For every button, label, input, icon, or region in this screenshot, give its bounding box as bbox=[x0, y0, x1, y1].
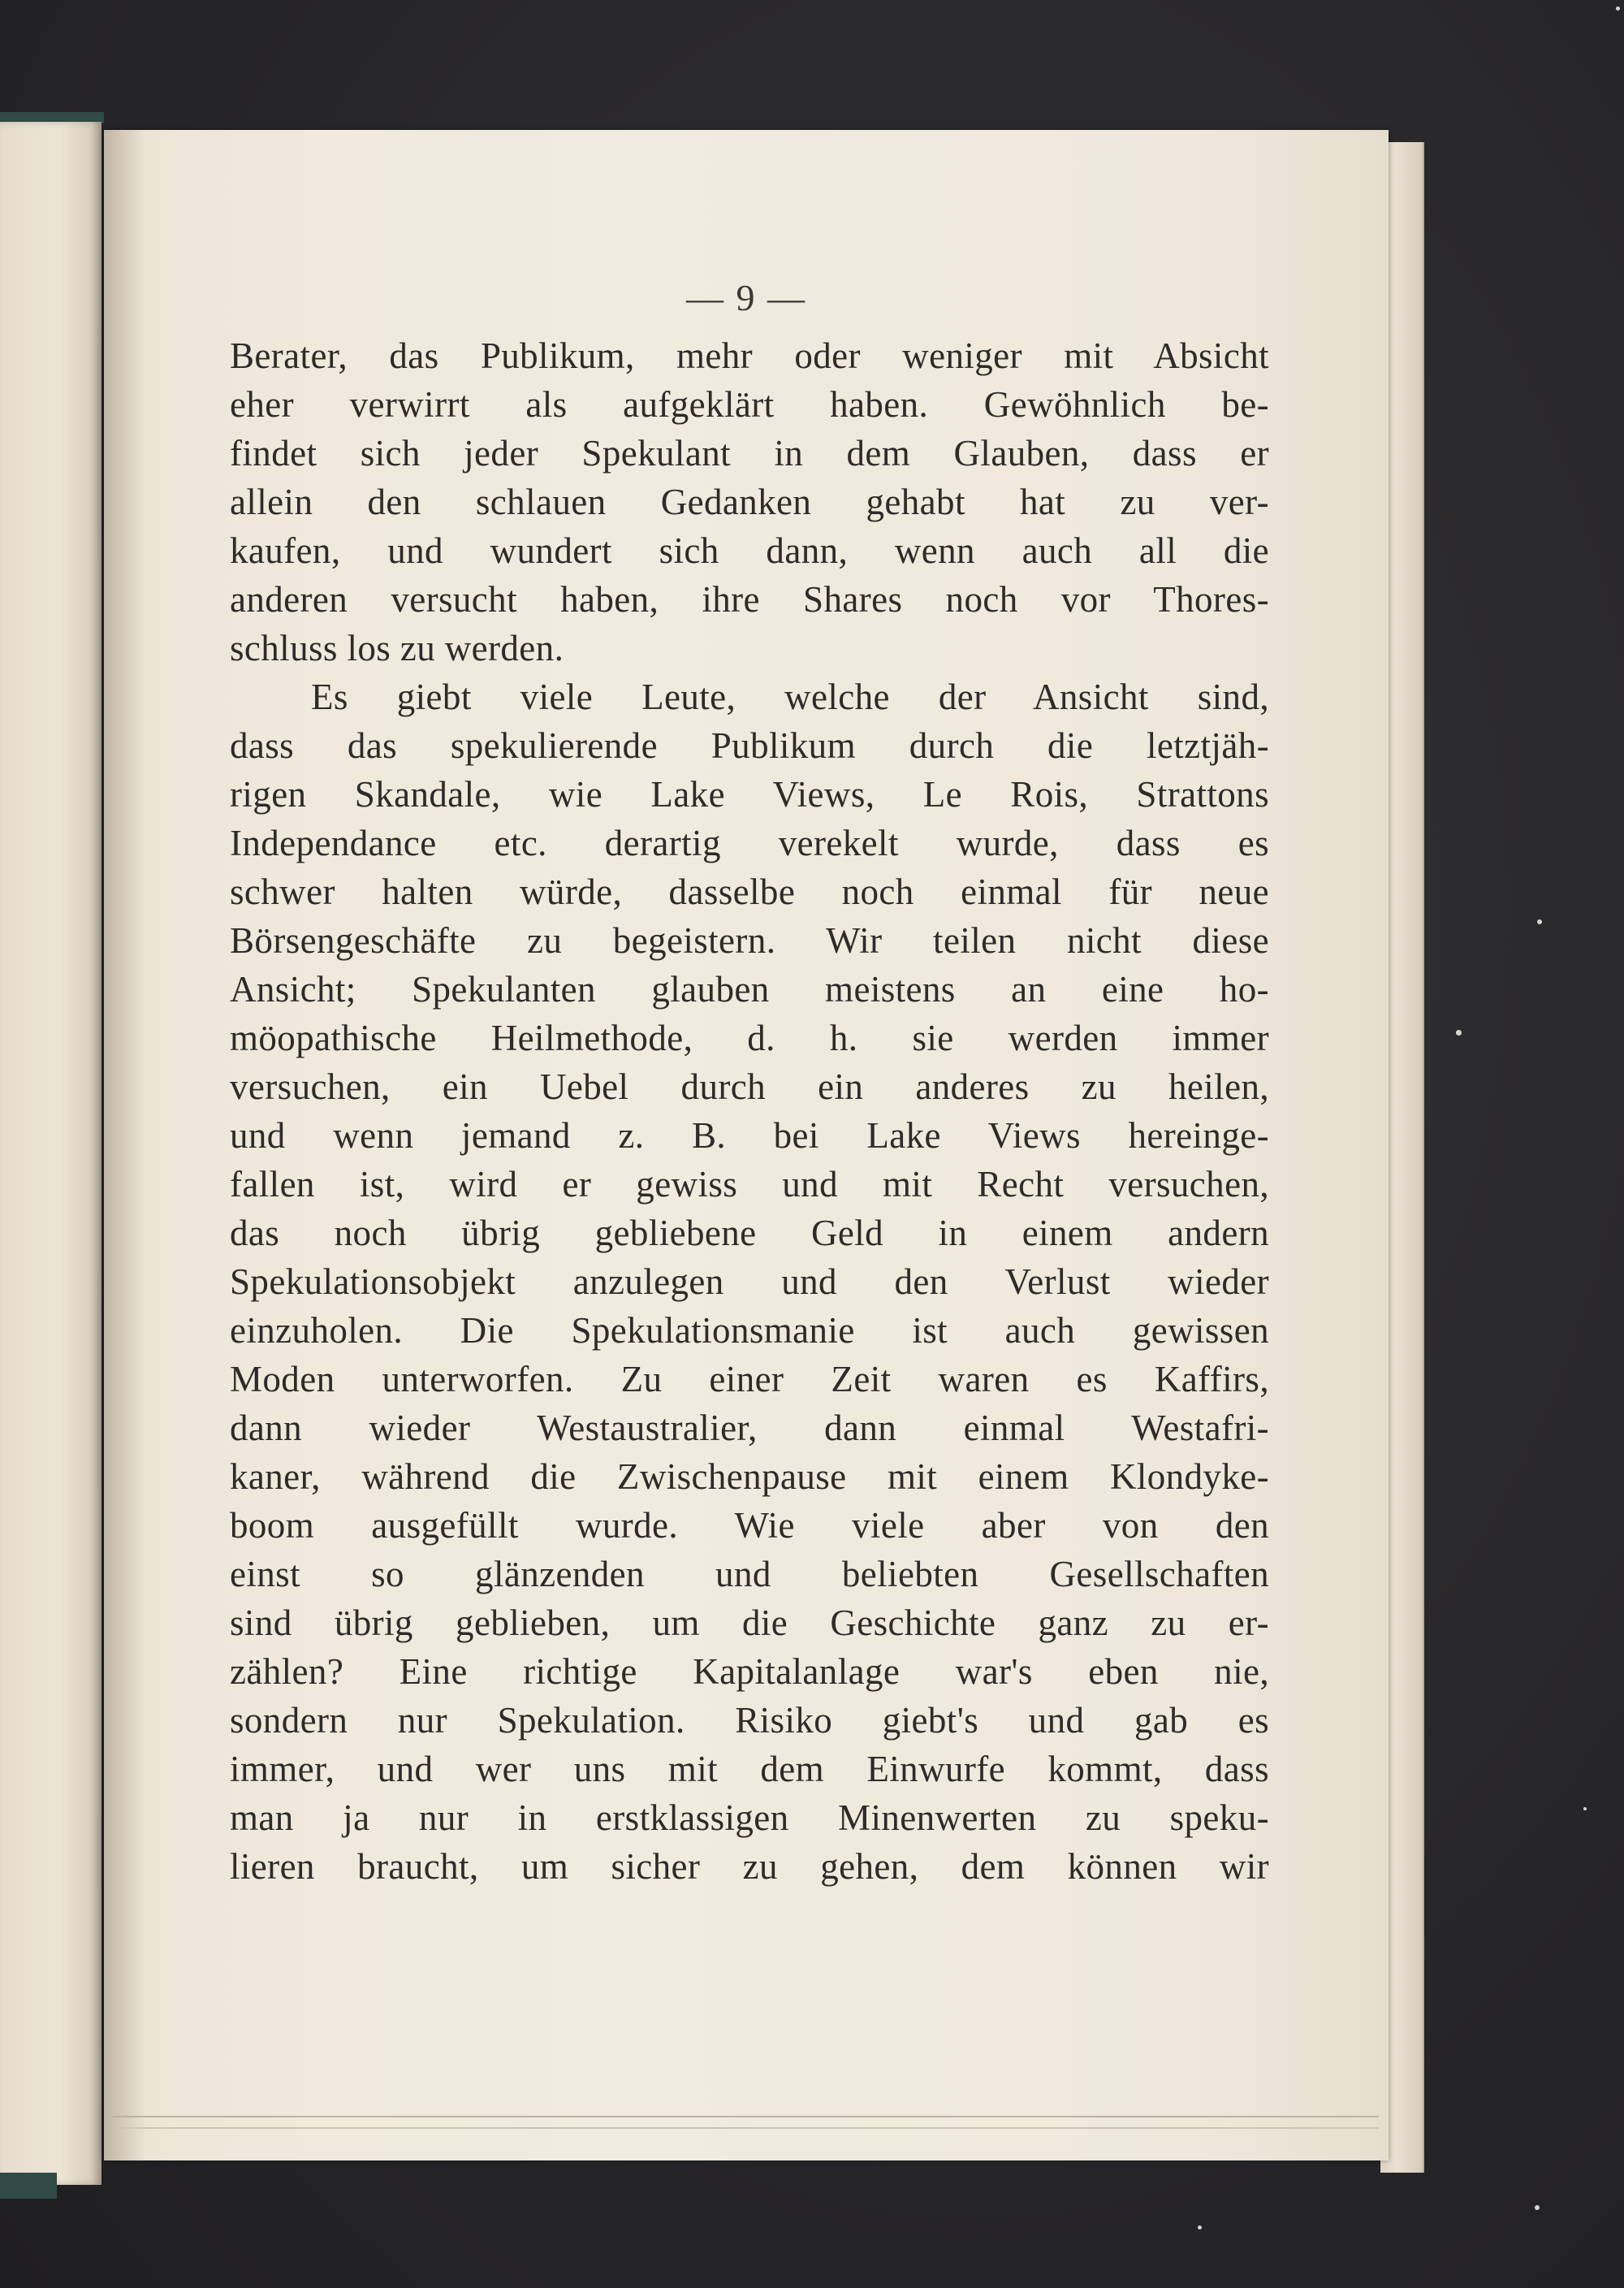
text-line: sondern nur Spekulation. Risiko giebt's und gab es bbox=[230, 1700, 1269, 1741]
text-line: kaufen, und wundert sich dann, wenn auch all die bbox=[230, 530, 1269, 571]
text-line: einst so glänzenden und beliebten Gesellschaften bbox=[230, 1554, 1269, 1594]
text-line: findet sich jeder Spekulant in dem Glauben, dass er bbox=[230, 433, 1269, 474]
text-line: Spekulationsobjekt anzulegen und den Verlust wieder bbox=[230, 1261, 1269, 1302]
text-line: versuchen, ein Uebel durch ein anderes zu heilen, bbox=[230, 1066, 1269, 1107]
text-line: Es giebt viele Leute, welche der Ansicht sind, bbox=[311, 677, 1269, 717]
text-line: Independance etc. derartig verekelt wurde, dass es bbox=[230, 823, 1269, 863]
text-line: Ansicht; Spekulanten glauben meistens an eine ho- bbox=[230, 969, 1269, 1010]
left-cover-edge-bottom bbox=[0, 2173, 57, 2199]
text-line: anderen versucht haben, ihre Shares noch vor Thores- bbox=[230, 579, 1269, 620]
text-line: allein den schlauen Gedanken gehabt hat zu ver- bbox=[230, 482, 1269, 522]
text-line: möopathische Heilmethode, d. h. sie werden immer bbox=[230, 1018, 1269, 1058]
text-line: boom ausgefüllt wurde. Wie viele aber von den bbox=[230, 1505, 1269, 1546]
dust-speck bbox=[1537, 919, 1542, 924]
bottom-edge-rules bbox=[112, 2116, 1379, 2129]
text-line: und wenn jemand z. B. bei Lake Views hereinge- bbox=[230, 1115, 1269, 1156]
text-line: zählen? Eine richtige Kapitalanlage war's eben nie, bbox=[230, 1651, 1269, 1692]
text-line: Börsengeschäfte zu begeistern. Wir teilen nicht diese bbox=[230, 920, 1269, 961]
book-page bbox=[104, 130, 1389, 2160]
text-line: dann wieder Westaustralier, dann einmal Westafri- bbox=[230, 1408, 1269, 1448]
text-line: lieren braucht, um sicher zu gehen, dem können wir bbox=[230, 1846, 1269, 1887]
text-line: dass das spekulierende Publikum durch die letztjäh- bbox=[230, 725, 1269, 766]
text-line: rigen Skandale, wie Lake Views, Le Rois, Strattons bbox=[230, 774, 1269, 815]
text-line: einzuholen. Die Spekulationsmanie ist auch gewissen bbox=[230, 1310, 1269, 1351]
text-line: immer, und wer uns mit dem Einwurfe kommt, dass bbox=[230, 1749, 1269, 1789]
dust-speck bbox=[1456, 1030, 1462, 1036]
text-line: man ja nur in erstklassigen Minenwerten zu speku- bbox=[230, 1797, 1269, 1838]
text-line: sind übrig geblieben, um die Geschichte ganz zu er- bbox=[230, 1602, 1269, 1643]
text-line: schwer halten würde, dasselbe noch einmal für neue bbox=[230, 872, 1269, 912]
dust-speck bbox=[1583, 1807, 1587, 1810]
gutter-shadow bbox=[104, 130, 145, 2160]
text-line: fallen ist, wird er gewiss und mit Recht versuchen, bbox=[230, 1164, 1269, 1205]
text-line: kaner, während die Zwischenpause mit einem Klondyke- bbox=[230, 1456, 1269, 1497]
text-line: das noch übrig gebliebene Geld in einem andern bbox=[230, 1213, 1269, 1253]
dust-speck bbox=[1616, 6, 1620, 11]
body-text bbox=[230, 331, 1269, 1891]
text-line: Berater, das Publikum, mehr oder weniger mit Absicht bbox=[230, 335, 1269, 376]
dust-speck bbox=[1198, 2225, 1202, 2230]
previous-page-edge bbox=[0, 122, 102, 2185]
dust-speck bbox=[1535, 2205, 1540, 2210]
text-line: Moden unterworfen. Zu einer Zeit waren es Kaffirs, bbox=[230, 1359, 1269, 1399]
text-line: schluss los zu werden. bbox=[230, 628, 564, 668]
page-number: — 9 — bbox=[686, 277, 806, 318]
text-line: eher verwirrt als aufgeklärt haben. Gewöhnlich be- bbox=[230, 384, 1269, 425]
